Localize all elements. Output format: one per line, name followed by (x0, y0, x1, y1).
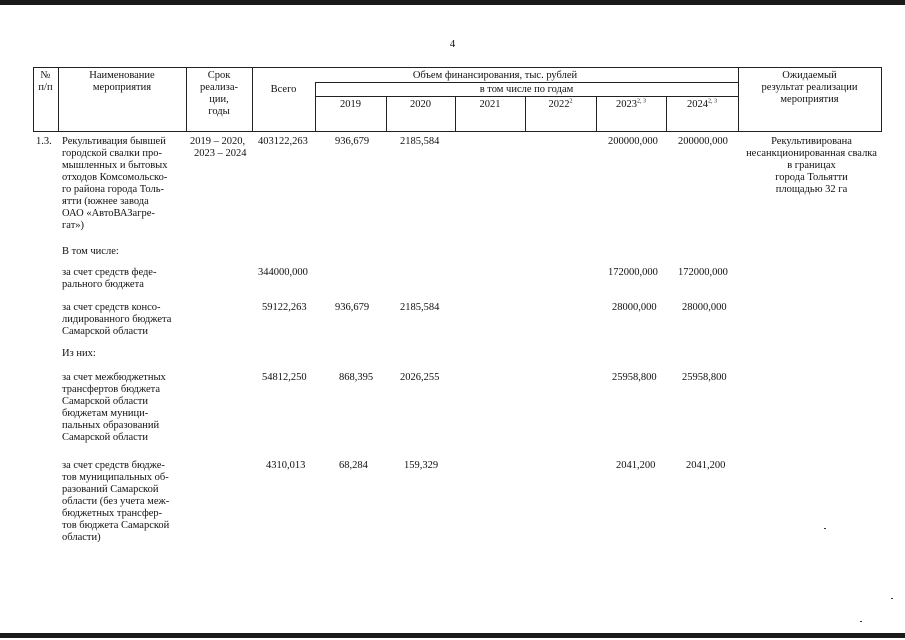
municipal-name-line: бюджетных трансфер- (62, 508, 163, 519)
consolidated-name (62, 302, 186, 338)
header-result-line3: мероприятия (780, 94, 839, 105)
row-result-line2: несанкционированная свалка (746, 148, 877, 159)
header-result-line2: результат реализации (761, 82, 858, 93)
municipal-name-line: тов бюджета Самарской (62, 520, 170, 531)
row-name (62, 136, 182, 232)
consolidated-2020: 2185,584 (400, 302, 440, 313)
row-term-line1: 2019 – 2020, (190, 136, 246, 147)
municipal-name (62, 460, 186, 544)
row-name-line: мышленных и бытовых (62, 160, 168, 171)
row-2020: 2185,584 (400, 136, 440, 147)
header-year-2020: 2020 (410, 99, 431, 110)
scan-speck (891, 598, 893, 599)
row-total: 403122,263 (258, 136, 308, 147)
header-result-line1: Ожидаемый (782, 70, 837, 81)
transfers-2024: 25958,800 (682, 372, 727, 383)
header-term-line4: годы (208, 106, 230, 117)
page-number: 4 (449, 38, 456, 50)
transfers-name (62, 372, 182, 444)
header-name-line1: Наименование (89, 70, 155, 81)
header-year-2024: 2024$^{2, 3}$ (687, 98, 717, 110)
header-year-2021: 2021 (479, 99, 501, 110)
federal-name (62, 267, 182, 291)
municipal-name-line: тов муниципальных об- (62, 472, 169, 483)
municipal-name-line: разований Самарской (62, 484, 159, 495)
header-name-line2: мероприятия (92, 82, 152, 93)
consolidated-name-line: лидированного бюджета (62, 314, 172, 325)
scan-speck (860, 621, 862, 622)
transfers-2019: 868,395 (339, 372, 374, 383)
transfers-name-line: Самарской области (62, 396, 148, 407)
transfers-name-line: за счет межбюджетных (62, 372, 166, 383)
municipal-2024: 2041,200 (686, 460, 726, 471)
row-2023: 200000,000 (608, 136, 658, 147)
header-num-line2: п/п (38, 82, 53, 93)
municipal-name-line: области (без учета меж- (62, 496, 170, 507)
municipal-2019: 68,284 (339, 460, 368, 471)
municipal-2020: 159,329 (404, 460, 439, 471)
header-by-years: в том числе по годам (479, 84, 574, 95)
row-name-line: городской свалки про- (62, 148, 162, 159)
transfers-name-line: пальных образований (62, 420, 160, 431)
row-2024: 200000,000 (678, 136, 728, 147)
federal-name-line: рального бюджета (62, 279, 144, 290)
consolidated-name-line: Самарской области (62, 326, 148, 337)
consolidated-total: 59122,263 (262, 302, 307, 313)
consolidated-2019: 936,679 (335, 302, 370, 313)
consolidated-2023: 28000,000 (612, 302, 657, 313)
consolidated-name-line: за счет средств консо- (62, 302, 161, 313)
row-name-line: го района города Толь- (62, 184, 164, 195)
row-name-line: Рекультивация бывшей (62, 136, 166, 147)
row-name-line: отходов Комсомольско- (62, 172, 168, 183)
of-them-label: Из них: (62, 348, 96, 359)
municipal-name-line: области) (62, 532, 101, 543)
header-num-line1: № (40, 70, 51, 81)
row-result-line5: площадью 32 га (775, 184, 848, 195)
transfers-name-line: бюджетам муници- (62, 408, 149, 419)
federal-name-line: за счет средств феде- (62, 267, 157, 278)
federal-2024: 172000,000 (678, 267, 728, 278)
row-result-line4: города Тольятти (775, 172, 848, 183)
transfers-2023: 25958,800 (612, 372, 657, 383)
consolidated-2024: 28000,000 (682, 302, 727, 313)
header-funding-title: Объем финансирования, тыс. рублей (412, 70, 578, 81)
municipal-name-line: за счет средств бюдже- (62, 460, 165, 471)
transfers-2020: 2026,255 (400, 372, 440, 383)
header-total: Всего (270, 84, 297, 95)
row-result-line3: в границах (787, 160, 836, 171)
row-name-line: ОАО «АвтоВАЗагре- (62, 208, 155, 219)
row-name-line: гат») (62, 220, 85, 231)
header-term-line2: реализа- (200, 82, 238, 93)
header-year-2022: 2022$^2$ (548, 98, 573, 110)
row-number: 1.3. (36, 136, 52, 147)
municipal-total: 4310,013 (266, 460, 306, 471)
scan-speck (824, 528, 826, 529)
row-2019: 936,679 (335, 136, 370, 147)
header-term-line1: Срок (207, 70, 231, 81)
row-term-line2: 2023 – 2024 (194, 148, 247, 159)
transfers-name-line: трансфертов бюджета (62, 384, 161, 395)
transfers-name-line: Самарской области (62, 432, 148, 443)
bottom-border (0, 633, 905, 638)
top-border (0, 0, 905, 5)
row-result-line1: Рекультивирована (771, 136, 852, 147)
federal-2023: 172000,000 (608, 267, 658, 278)
federal-total: 344000,000 (258, 267, 308, 278)
header-year-2023: 2023$^{2, 3}$ (616, 98, 646, 110)
header-year-2019: 2019 (340, 99, 361, 110)
municipal-2023: 2041,200 (616, 460, 656, 471)
header-term-line3: ции, (209, 94, 229, 105)
including-label: В том числе: (62, 246, 119, 257)
transfers-total: 54812,250 (262, 372, 307, 383)
row-name-line: ятти (южнее завода (62, 196, 149, 207)
